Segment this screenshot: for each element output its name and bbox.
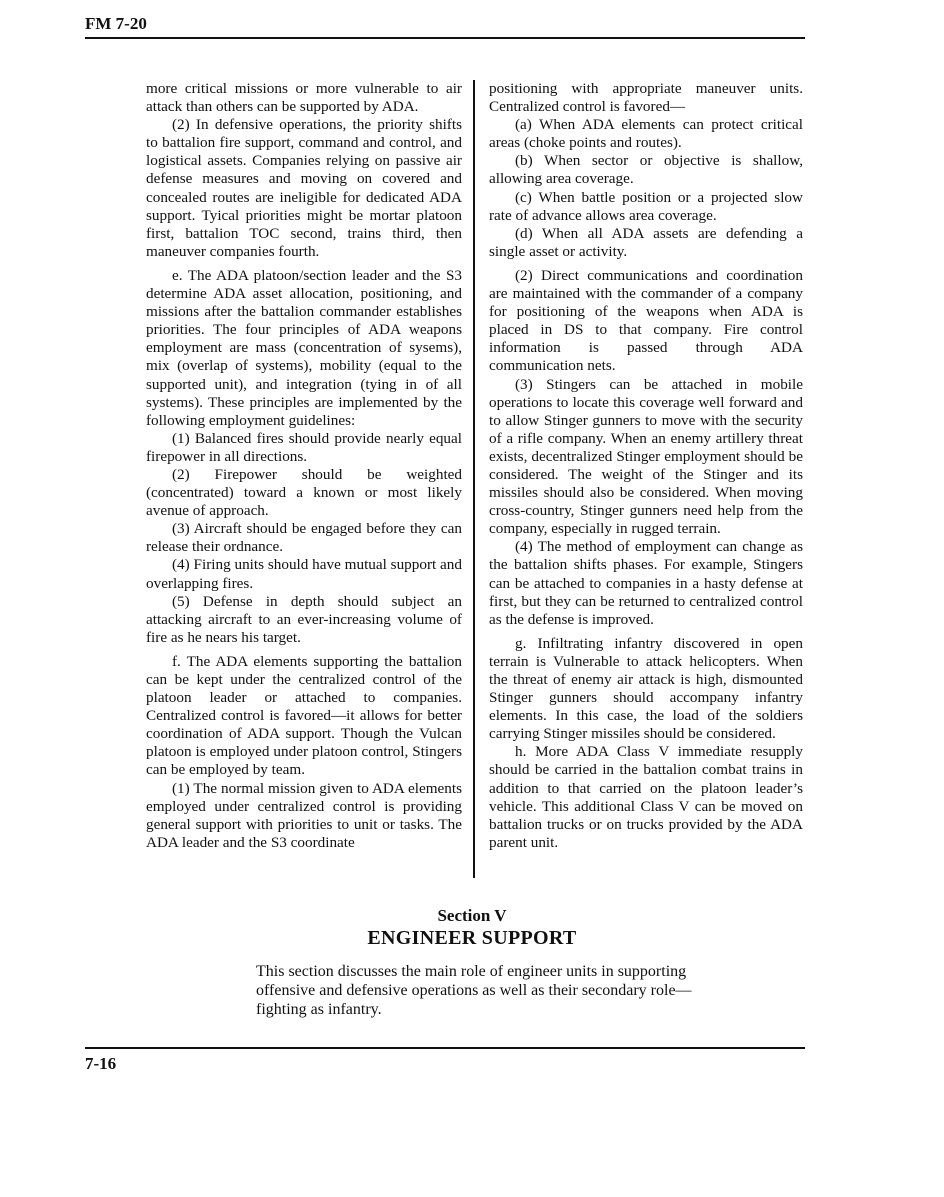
paragraph-g-infiltration: g. Infiltrating infantry discovered in open terrain is Vulnerable to attack helicopters. When the threat of enemy air attack is high, dismounted Stinger gunners should accompany infantry elements. In this case, the load of the soldiers carrying Stinger missiles should be considered. (489, 634, 803, 743)
running-header: FM 7-20 (85, 14, 147, 33)
guideline-1: (1) Balanced fires should provide nearly equal firepower in all directions. (146, 429, 462, 465)
paragraph-continued-right: positioning with appropriate maneuver units. Centralized control is favored— (489, 80, 803, 116)
guideline-4: (4) Firing units should have mutual support and overlapping fires. (146, 556, 462, 592)
guideline-3: (3) Aircraft should be engaged before they can release their ordnance. (146, 520, 462, 556)
paragraph-f3-stingers: (3) Stingers can be attached in mobile operations to locate this coverage well forward and to allow Stinger gunners to move with the security of a rifle company. When an enemy artillery threat exists, decentralized Stinger employment should be considered. The weight of the Stinger and its missiles should also be considered. When moving cross-country, Stinger gunners need help from the company, especially in rugged terrain. (489, 375, 803, 538)
page-number: 7-16 (85, 1054, 117, 1073)
paragraph-f4-method: (4) The method of employment can change as the battalion shifts phases. For example, Stingers can be attached to companies in a hasty defense at first, but they can be returned to centralized control as the defense is improved. (489, 538, 803, 628)
column-divider (473, 80, 475, 878)
header-rule (85, 37, 805, 39)
paragraph-defensive-priority: (2) In defensive operations, the priority shifts to battalion fire support, command and control, and logistical assets. Companies relying on passive air defense measures and moving on covered and concealed routes are ineligible for dedicated ADA support. Tyical priorities might be mortar platoon first, battalion TOC second, trains third, then maneuver companies fourth. (146, 116, 462, 260)
condition-b: (b) When sector or objective is shallow, allowing area coverage. (489, 152, 803, 188)
condition-a: (a) When ADA elements can protect critical areas (choke points and routes). (489, 116, 803, 152)
section-title: ENGINEER SUPPORT (367, 927, 577, 949)
paragraph-f1-mission: (1) The normal mission given to ADA elements employed under centralized control is providing general support with priorities to unit or tasks. The ADA leader and the S3 coordinate (146, 779, 462, 851)
guideline-5: (5) Defense in depth should subject an attacking aircraft to an ever-increasing volume of fire as he nears his target. (146, 592, 462, 646)
section-number: Section V (437, 906, 507, 925)
condition-d: (d) When all ADA assets are defending a single asset or activity. (489, 224, 803, 260)
paragraph-e-allocation: e. The ADA platoon/section leader and the S3 determine ADA asset allocation, positioning, and missions after the battalion commander establishes priorities. The four principles of ADA weapons employment are mass (concentration of sysems), mix (overlap of systems), mobility (equal to the supported unit), and integration (tying in of all systems). These principles are implemented by the following employment guidelines: (146, 266, 462, 429)
condition-c: (c) When battle position or a projected slow rate of advance allows area coverage. (489, 188, 803, 224)
left-column (146, 80, 462, 880)
footer-rule (85, 1047, 805, 1049)
right-column (489, 80, 803, 880)
section-intro: This section discusses the main role of engineer units in supporting offensive and defensive operations as well as their secondary role—fighting as infantry. (256, 963, 692, 1018)
guideline-2: (2) Firepower should be weighted (concentrated) toward a known or most likely avenue of approach. (146, 465, 462, 520)
paragraph-f2-communications: (2) Direct communications and coordination are maintained with the commander of a company for positioning of the weapons when ADA is placed in DS to that company. Fire control information is passed through ADA communication nets. (489, 266, 803, 375)
paragraph-h-resupply: h. More ADA Class V immediate resupply should be carried in the battalion combat trains in addition to that carried on the platoon leader’s vehicle. This additional Class V can be moved on battalion trucks or on trucks provided by the ADA parent unit. (489, 743, 803, 851)
paragraph-f-control: f. The ADA elements supporting the battalion can be kept under the centralized control of the platoon leader or attached to companies. Centralized control is favored—it allows for better coordination of ADA support. Though the Vulcan platoon is employed under platoon control, Stingers can be employed by team. (146, 652, 462, 779)
paragraph-continued: more critical missions or more vulnerable to air attack than others can be supported by ADA. (146, 80, 462, 116)
